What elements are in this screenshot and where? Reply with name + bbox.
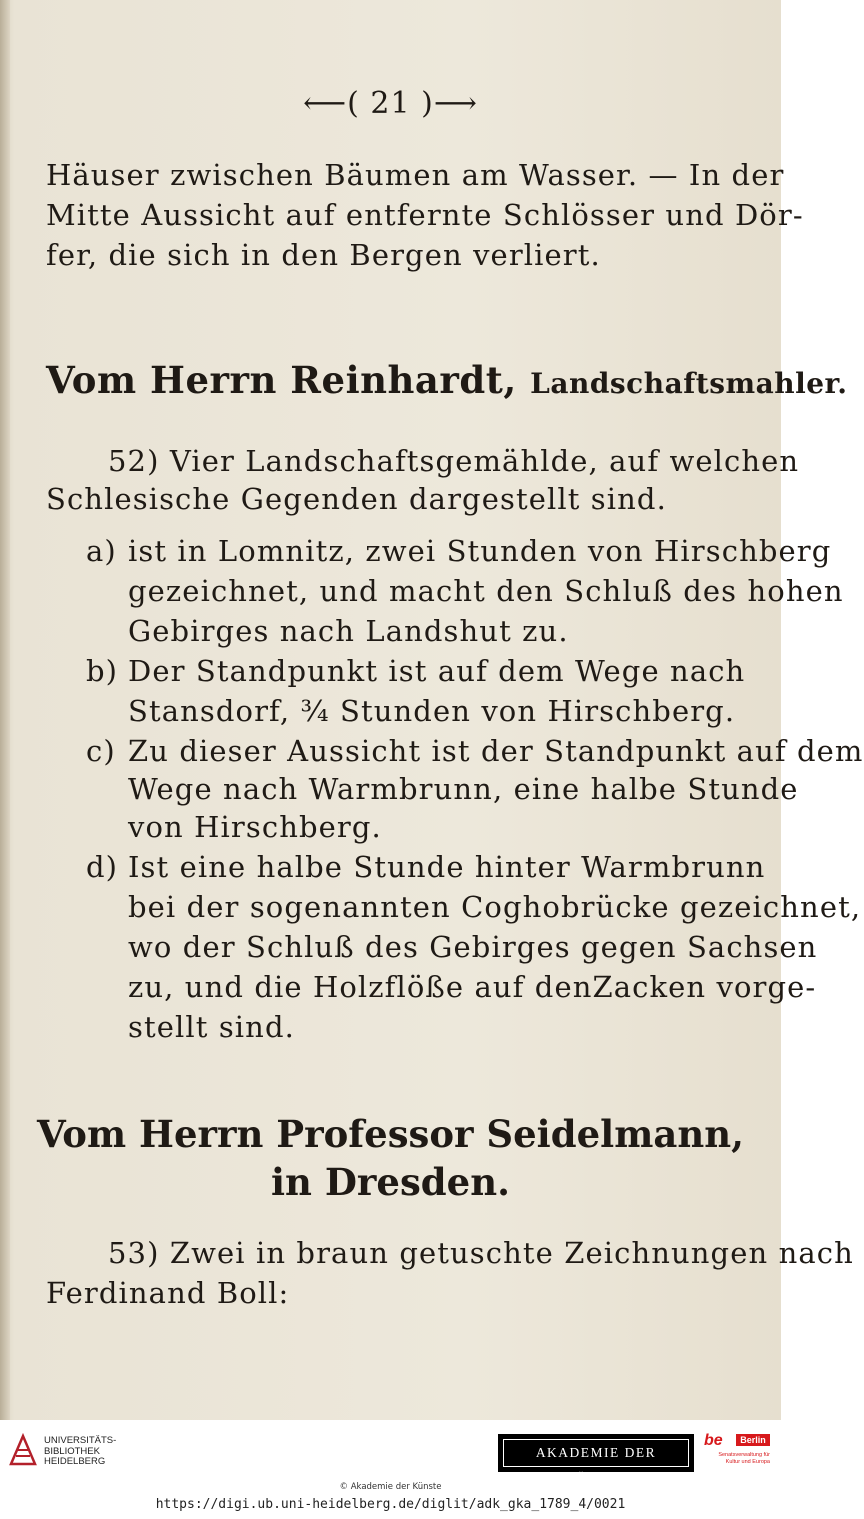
list-b-line-1: Der Standpunkt ist auf dem Wege nach <box>128 654 746 688</box>
akademie-logo[interactable] <box>498 1434 694 1486</box>
item-53-line-1: 53) Zwei in braun getuschte Zeichnungen nach <box>108 1236 854 1270</box>
berlin-box: Berlin <box>736 1434 770 1446</box>
intro-line-1: Häuser zwischen Bäumen am Wasser. — In der <box>46 158 785 192</box>
list-d-line-4: zu, und die Holzflöße auf denZacken vorge- <box>128 970 817 1004</box>
list-a-line-3: Gebirges nach Landshut zu. <box>128 614 569 648</box>
heading-dresden: in Dresden. <box>271 1160 510 1204</box>
list-marker-d: d) <box>86 850 119 884</box>
list-marker-c: c) <box>86 734 116 768</box>
berlin-logo[interactable] <box>704 1432 770 1472</box>
list-c-line-1: Zu dieser Aussicht ist der Standpunkt auf dem <box>128 734 864 768</box>
heading-reinhardt <box>46 358 847 402</box>
list-d-line-3: wo der Schluß des Gebirges gegen Sachsen <box>128 930 818 964</box>
list-d-line-5: stellt sind. <box>128 1010 295 1044</box>
berlin-be-mark: be <box>704 1432 723 1449</box>
list-c-line-2: Wege nach Warmbrunn, eine halbe Stunde <box>128 772 799 806</box>
library-line-3: HEIDELBERG <box>44 1456 106 1467</box>
library-line-2: BIBLIOTHEK <box>44 1445 100 1457</box>
heading-reinhardt-sub: Landschaftsmahler. <box>530 367 848 400</box>
heading-reinhardt-main: Vom Herrn Reinhardt, <box>46 358 517 402</box>
list-c-line-3: von Hirschberg. <box>128 810 382 844</box>
list-marker-a: a) <box>86 534 117 568</box>
heading-seidelmann: Vom Herrn Professor Seidelmann, <box>36 1112 745 1156</box>
intro-line-2: Mitte Aussicht auf entfernte Schlösser und Dör- <box>46 198 804 232</box>
library-line-1: UNIVERSITÄTS- <box>44 1435 117 1446</box>
copyright-notice: © Akademie der Künste <box>339 1482 442 1492</box>
berlin-subtitle: Senatsverwaltung für Kultur und Europa <box>718 1452 770 1465</box>
university-library-logo-icon[interactable] <box>8 1432 38 1468</box>
item-52-line-2: Schlesische Gegenden dargestellt sind. <box>46 482 667 516</box>
list-a-line-1: ist in Lomnitz, zwei Stunden von Hirschberg <box>128 534 832 568</box>
intro-line-3: fer, die sich in den Bergen verliert. <box>46 238 601 272</box>
akademie-logo-text: AKADEMIE DER KÜNSTE <box>503 1439 689 1467</box>
item-52-line-1: 52) Vier Landschaftsgemählde, auf welchen <box>108 444 800 478</box>
list-d-line-2: bei der sogenannten Coghobrücke gezeichnet, <box>128 890 862 924</box>
university-library-name[interactable] <box>44 1436 116 1468</box>
item-53-line-2: Ferdinand Boll: <box>46 1276 290 1310</box>
list-marker-b: b) <box>86 654 119 688</box>
permalink-url[interactable]: https://digi.ub.uni-heidelberg.de/diglit/adk_gka_1789_4/0021 <box>155 1497 626 1512</box>
list-a-line-2: gezeichnet, und macht den Schluß des hohen <box>128 574 844 608</box>
page-number: ⟵( 21 )⟶ <box>303 86 478 121</box>
list-d-line-1: Ist eine halbe Stunde hinter Warmbrunn <box>128 850 766 884</box>
list-b-line-2: Stansdorf, ¾ Stunden von Hirschberg. <box>128 694 736 728</box>
